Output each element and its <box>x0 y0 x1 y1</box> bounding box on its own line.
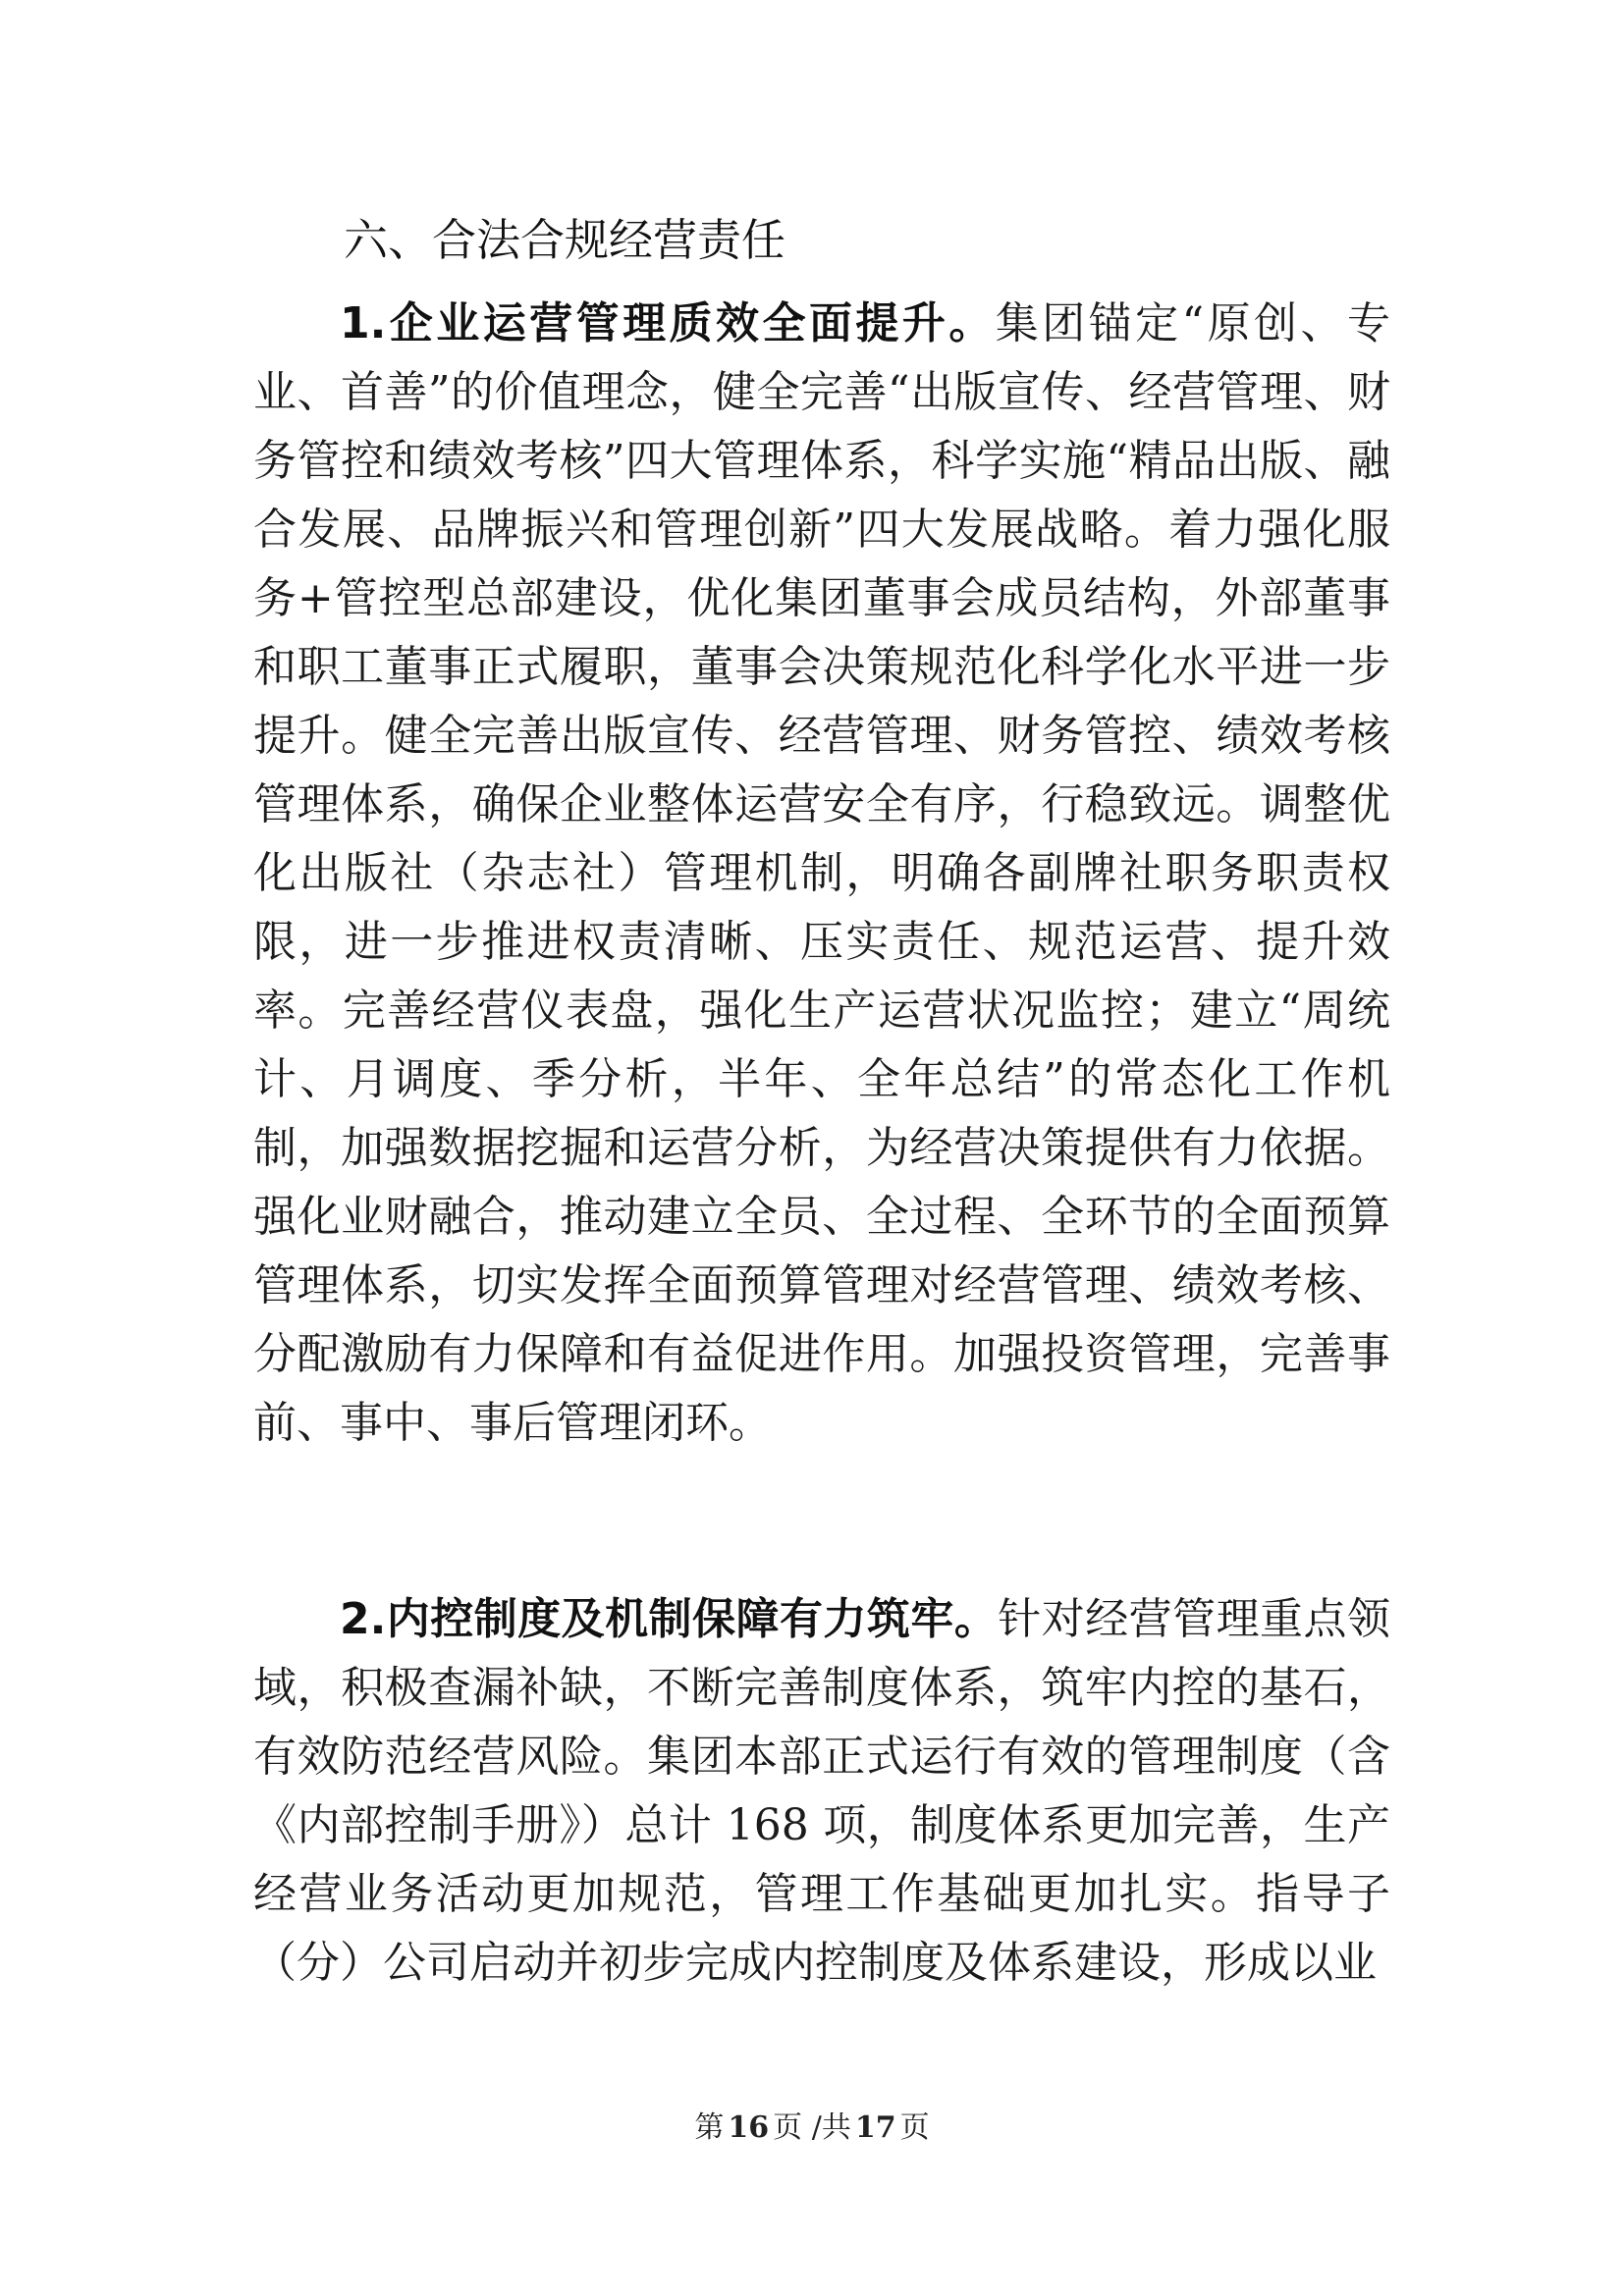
paragraph-1-text: 集团锚定“原创、专业、首善”的价值理念，健全完善“出版宣传、经营管理、财务管控和绩效考核”四大管理体系，科学实施“精品出版、融合发展、品牌振兴和管理创新”四大发展战略。着力强化服务+管控型总部建设，优化集团董事会成员结构，外部董事和职工董事正式履职，董事会决策规范化科学化水平进一步提升。健全完善出版宣传、经营管理、财务管控、绩效考核管理体系，确保企业整体运营安全有序，行稳致远。调整优化出版社（杂志社）管理机制，明确各副牌社职务职责权限，进一步推进权责清晰、压实责任、规范运营、提升效率。完善经营仪表盘，强化生产运营状况监控；建立“周统计、月调度、季分析，半年、全年总结”的常态化工作机制，加强数据挖掘和运营分析，为经营决策提供有力依据。强化业财融合，推动建立全员、全过程、全环节的全面预算管理体系，切实发挥全面预算管理对经营管理、绩效考核、分配激励有力保障和有益促进作用。加强投资管理，完善事前、事中、事后管理闭环。 <box>253 298 1390 1448</box>
current-page-number: 16 <box>728 2110 770 2145</box>
page-footer <box>0 2109 1624 2148</box>
section-heading: 六、合法合规经营责任 <box>344 214 786 266</box>
footer-suffix: 页 <box>899 2110 930 2145</box>
footer-prefix: 第 <box>694 2110 725 2145</box>
paragraph-2-lead: 2.内控制度及机制保障有力筑牢。 <box>340 1594 999 1644</box>
footer-separator: /共 <box>811 2110 851 2145</box>
footer-page-unit: 页 <box>773 2110 803 2145</box>
paragraph-2-text: 针对经营管理重点领域，积极查漏补缺，不断完善制度体系，筑牢内控的基石，有效防范经营风险。集团本部正式运行有效的管理制度（含《内部控制手册》）总计 168 项，制度体系更加完善，生产经营业务活动更加规范，管理工作基础更加扎实。指导子（分）公司启动并初步完成内控制度及体系建设，形成以业 <box>253 1594 1390 1988</box>
paragraph-1 <box>253 290 1390 1458</box>
total-pages-number: 17 <box>854 2110 896 2145</box>
paragraph-2 <box>253 1585 1390 1998</box>
paragraph-1-lead: 1.企业运营管理质效全面提升。 <box>340 298 996 348</box>
